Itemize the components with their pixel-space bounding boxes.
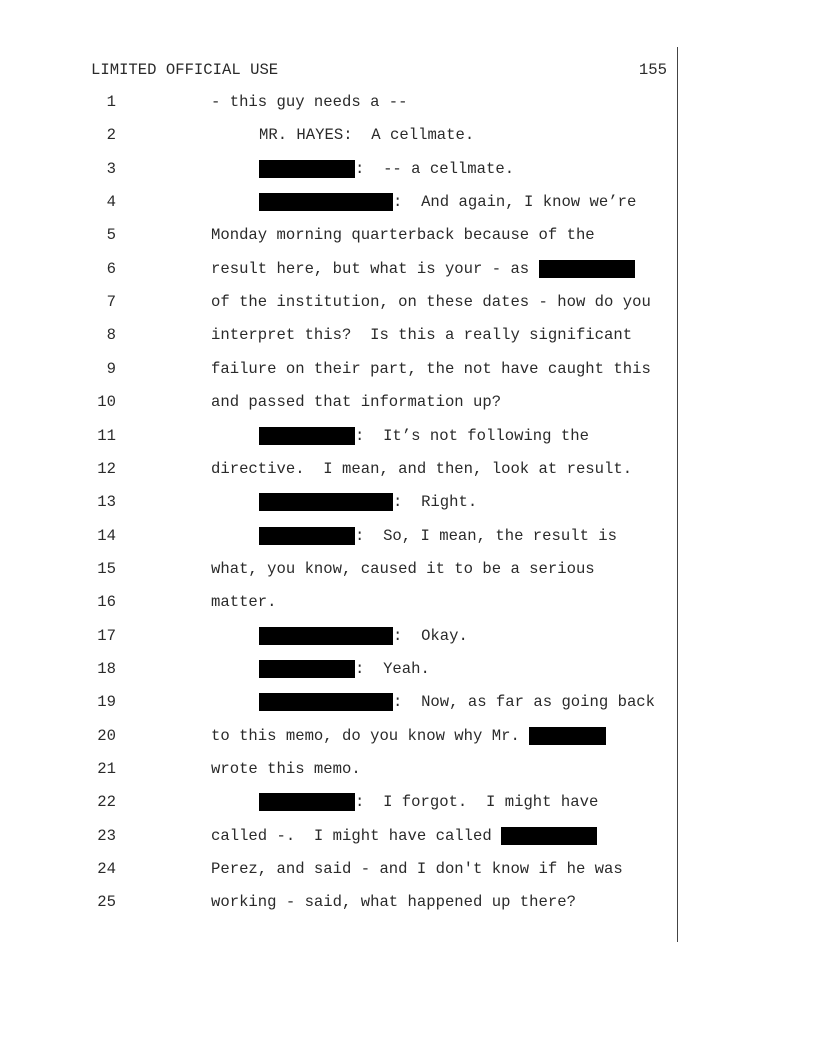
line-text xyxy=(211,93,408,111)
transcript-line xyxy=(0,226,680,248)
transcript-line xyxy=(0,727,680,749)
redaction-box xyxy=(259,493,393,511)
transcript-line xyxy=(0,527,680,549)
text-segment: MR. HAYES: A cellmate. xyxy=(259,126,475,145)
line-number: 3 xyxy=(106,159,116,178)
classification-header: LIMITED OFFICIAL USE xyxy=(91,61,279,79)
transcript-line xyxy=(0,593,680,615)
line-text xyxy=(259,126,474,144)
line-number: 20 xyxy=(97,726,116,745)
line-number: 12 xyxy=(97,459,116,478)
text-segment: : It’s not following the xyxy=(355,426,589,445)
line-number: 11 xyxy=(97,426,116,445)
text-segment: working - said, what happened up there? xyxy=(211,893,576,912)
redaction-box xyxy=(259,793,355,811)
text-segment: : -- a cellmate. xyxy=(355,159,515,178)
line-text xyxy=(211,260,635,278)
line-number: 17 xyxy=(97,626,116,645)
transcript-line xyxy=(0,860,680,882)
text-segment: matter. xyxy=(211,593,277,612)
text-segment: interpret this? Is this a really significant xyxy=(211,326,633,345)
line-number: 1 xyxy=(106,93,116,111)
transcript-line xyxy=(0,360,680,382)
line-number: 10 xyxy=(97,393,116,412)
line-text xyxy=(211,460,632,478)
transcript-line xyxy=(0,293,680,315)
line-number: 7 xyxy=(106,293,116,312)
line-text xyxy=(259,693,655,711)
line-text xyxy=(259,793,598,811)
redaction-box xyxy=(529,727,606,745)
redaction-box xyxy=(539,260,635,278)
transcript-line xyxy=(0,660,680,682)
line-text xyxy=(211,360,651,378)
redaction-box xyxy=(259,660,355,678)
text-segment: : Yeah. xyxy=(355,659,430,678)
line-number: 18 xyxy=(97,659,116,678)
line-text xyxy=(211,827,597,845)
line-number: 8 xyxy=(106,326,116,345)
line-text xyxy=(259,160,514,178)
line-text xyxy=(259,527,617,545)
text-segment: and passed that information up? xyxy=(211,393,502,412)
line-number: 14 xyxy=(97,526,116,545)
line-text xyxy=(211,593,277,611)
line-text xyxy=(211,393,501,411)
text-segment: - this guy needs a -- xyxy=(211,93,408,111)
redaction-box xyxy=(259,527,355,545)
line-number: 24 xyxy=(97,860,116,879)
text-segment: : Okay. xyxy=(393,626,468,645)
line-number: 13 xyxy=(97,493,116,512)
text-segment: : Right. xyxy=(393,493,478,512)
line-text xyxy=(211,893,576,911)
line-text xyxy=(259,193,636,211)
line-number: 23 xyxy=(97,826,116,845)
redaction-box xyxy=(259,627,393,645)
line-number: 19 xyxy=(97,693,116,712)
transcript-line xyxy=(0,160,680,182)
line-text xyxy=(211,727,606,745)
transcript-line xyxy=(0,560,680,582)
line-text xyxy=(211,760,361,778)
line-number: 15 xyxy=(97,559,116,578)
page-number: 155 xyxy=(638,61,667,79)
line-number: 6 xyxy=(106,259,116,278)
transcript-line xyxy=(0,627,680,649)
line-text xyxy=(259,493,477,511)
text-segment: Monday morning quarterback because of the xyxy=(211,226,595,245)
text-segment: : So, I mean, the result is xyxy=(355,526,618,545)
text-segment: directive. I mean, and then, look at result. xyxy=(211,459,633,478)
line-number: 4 xyxy=(106,193,116,212)
text-segment: : Now, as far as going back xyxy=(393,693,656,712)
line-number: 21 xyxy=(97,760,116,778)
line-number: 5 xyxy=(106,226,116,245)
line-number: 9 xyxy=(106,359,116,378)
text-segment: called -. I might have called xyxy=(211,826,502,845)
transcript-line xyxy=(0,393,680,415)
transcript-line xyxy=(0,760,680,782)
text-segment: of the institution, on these dates - how do you xyxy=(211,293,651,312)
transcript-line xyxy=(0,193,680,215)
transcript-line xyxy=(0,493,680,515)
transcript-line xyxy=(0,126,680,148)
transcript-line xyxy=(0,893,680,915)
transcript-line xyxy=(0,693,680,715)
redaction-box xyxy=(259,160,355,178)
text-segment: : I forgot. I might have xyxy=(355,793,599,812)
transcript-line xyxy=(0,93,680,115)
text-segment: what, you know, caused it to be a serious xyxy=(211,559,595,578)
line-number: 2 xyxy=(106,126,116,145)
line-number: 25 xyxy=(97,893,116,912)
transcript-line xyxy=(0,827,680,849)
text-segment: Perez, and said - and I don't know if he was xyxy=(211,860,623,879)
line-text xyxy=(259,627,468,645)
line-text xyxy=(211,293,651,311)
line-text xyxy=(259,660,430,678)
transcript-line xyxy=(0,427,680,449)
text-segment: result here, but what is your - as xyxy=(211,259,539,278)
redaction-box xyxy=(259,427,355,445)
transcript-line xyxy=(0,260,680,282)
redaction-box xyxy=(501,827,597,845)
line-number: 22 xyxy=(97,793,116,812)
text-segment: : And again, I know we’re xyxy=(393,193,637,212)
line-number: 16 xyxy=(97,593,116,612)
transcript-line xyxy=(0,793,680,815)
transcript-line xyxy=(0,460,680,482)
text-segment: to this memo, do you know why Mr. xyxy=(211,726,530,745)
line-text xyxy=(259,427,589,445)
line-text xyxy=(211,326,632,344)
redaction-box xyxy=(259,193,393,211)
line-text xyxy=(211,226,595,244)
line-text xyxy=(211,860,623,878)
line-text xyxy=(211,560,595,578)
transcript-line xyxy=(0,326,680,348)
text-segment: wrote this memo. xyxy=(211,760,361,778)
text-segment: failure on their part, the not have caught this xyxy=(211,359,651,378)
redaction-box xyxy=(259,693,393,711)
